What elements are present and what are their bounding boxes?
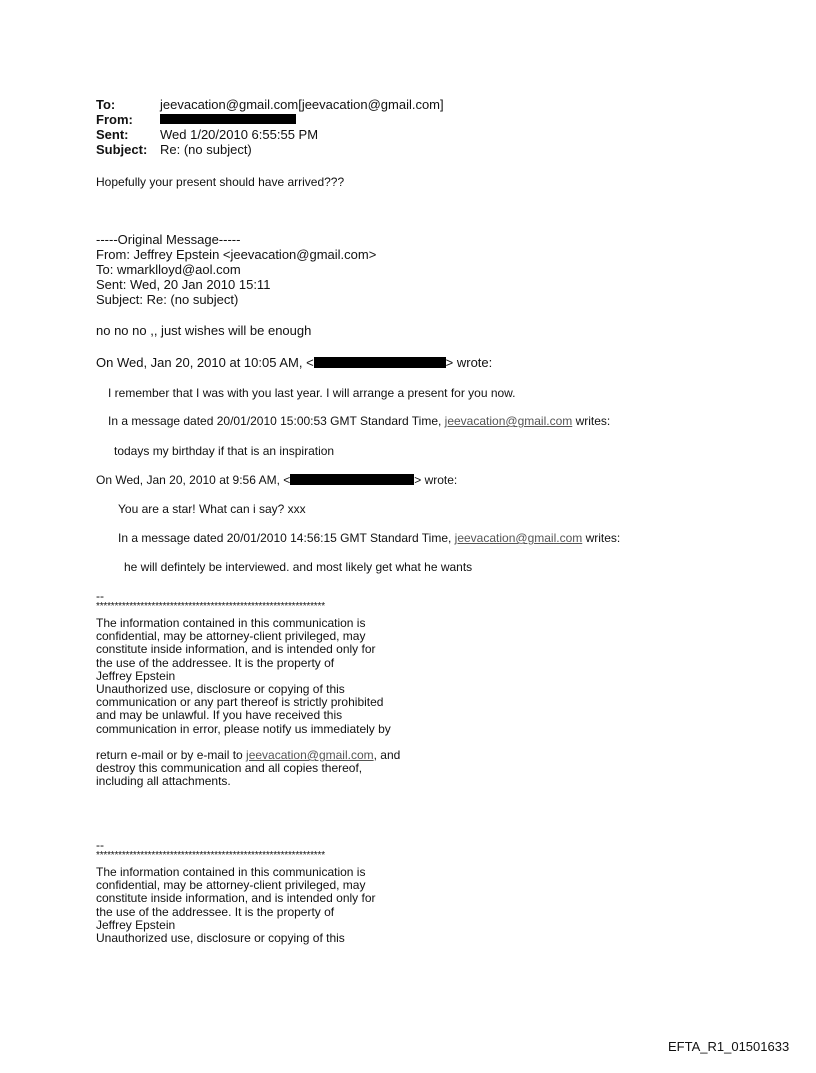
subject-value: Re: (no subject) bbox=[160, 142, 252, 157]
sent-label: Sent: bbox=[96, 127, 129, 142]
footer-dash: -- bbox=[96, 589, 104, 603]
body-line: Hopefully your present should have arrived??? bbox=[96, 175, 345, 189]
quote-header-1: On Wed, Jan 20, 2010 at 10:05 AM, < > wrote: bbox=[96, 355, 493, 370]
footer-stars: ************************************************************** bbox=[96, 601, 325, 612]
disclaimer-text: The information contained in this communication is confidential, may be attorney-client privileged, may constitute inside information, and is intended only for the use of the addressee. It is the property of Jeffrey Epstein Unauthorized use, disclosure or copying of this bbox=[96, 865, 376, 946]
disclaimer-email-line: return e-mail or by e-mail to jeevacation@gmail.com, and bbox=[96, 748, 401, 762]
redaction-box bbox=[290, 474, 414, 485]
email-link[interactable]: jeevacation@gmail.com bbox=[444, 414, 573, 428]
original-reply: no no no ,, just wishes will be enough bbox=[96, 323, 312, 338]
email-link[interactable]: jeevacation@gmail.com bbox=[246, 748, 374, 762]
quote-dated-1: In a message dated 20/01/2010 15:00:53 GMT Standard Time, jeevacation@gmail.com writes: bbox=[108, 414, 611, 428]
footer-stars: ************************************************************** bbox=[96, 850, 325, 861]
footer-dash: -- bbox=[96, 838, 104, 852]
subject-label: Subject: bbox=[96, 142, 148, 157]
disclaimer-text-end: destroy this communication and all copies thereof, including all attachments. bbox=[96, 761, 363, 789]
email-link[interactable]: jeevacation@gmail.com bbox=[454, 531, 583, 545]
quote-message-4: he will defintely be interviewed. and most likely get what he wants bbox=[124, 560, 473, 574]
to-value: jeevacation@gmail.com[jeevacation@gmail.com] bbox=[160, 97, 444, 112]
original-subject: Subject: Re: (no subject) bbox=[96, 292, 239, 307]
original-divider: -----Original Message----- bbox=[96, 232, 241, 247]
quote-dated-2: In a message dated 20/01/2010 14:56:15 GMT Standard Time, jeevacation@gmail.com writes: bbox=[118, 531, 621, 545]
redaction-box bbox=[160, 114, 296, 124]
sent-value: Wed 1/20/2010 6:55:55 PM bbox=[160, 127, 319, 142]
redaction-box bbox=[314, 357, 446, 368]
quote-header-2: On Wed, Jan 20, 2010 at 9:56 AM, < > wrote: bbox=[96, 473, 458, 487]
original-from: From: Jeffrey Epstein <jeevacation@gmail.com> bbox=[96, 247, 377, 262]
original-to: To: wmarklloyd@aol.com bbox=[96, 262, 241, 277]
from-label: From: bbox=[96, 112, 133, 127]
quote-message-1: I remember that I was with you last year. I will arrange a present for you now. bbox=[108, 386, 516, 400]
original-sent: Sent: Wed, 20 Jan 2010 15:11 bbox=[96, 277, 271, 292]
document-id: EFTA_R1_01501633 bbox=[668, 1039, 790, 1054]
quote-message-2: todays my birthday if that is an inspiration bbox=[114, 444, 335, 458]
disclaimer-text: The information contained in this communication is confidential, may be attorney-client privileged, may constitute inside information, and is intended only for the use of the addressee. It is the property of Jeffrey Epstein Unauthorized use, disclosure or copying of this communication or any part thereof is strictly prohibited and may be unlawful. If you have received this communication in error, please notify us immediately by bbox=[96, 616, 391, 736]
to-label: To: bbox=[96, 97, 116, 112]
quote-message-3: You are a star! What can i say? xxx bbox=[118, 502, 306, 516]
